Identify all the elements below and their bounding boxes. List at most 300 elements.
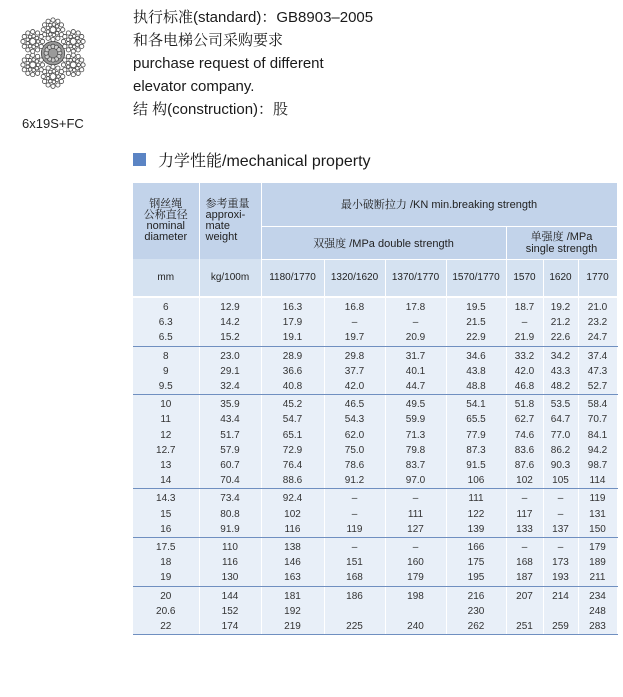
strand-wire	[81, 39, 85, 43]
table-cell: –	[543, 507, 578, 522]
strand-wire	[72, 68, 76, 72]
table-cell: 15	[133, 507, 199, 522]
strand-wire	[21, 39, 25, 43]
strand-wire	[41, 28, 45, 32]
table-cell: 97.0	[385, 473, 446, 489]
strand-wire	[22, 44, 26, 48]
table-row	[133, 443, 617, 458]
table-cell: 23.2	[578, 315, 617, 330]
table-cell: 17.8	[385, 297, 446, 315]
table-cell: 175	[446, 555, 506, 570]
strand-wire	[39, 44, 43, 48]
table-cell: 6.5	[133, 330, 199, 346]
table-cell: 138	[261, 538, 324, 556]
strand-wire	[28, 58, 32, 62]
strand-wire	[72, 45, 76, 49]
strand-wire	[46, 77, 50, 81]
table-cell: 173	[543, 555, 578, 570]
table-cell: 71.3	[385, 428, 446, 443]
table-row	[133, 412, 617, 427]
table-cell: 174	[199, 619, 261, 635]
strand-wire	[51, 37, 55, 41]
table-cell: 48.8	[446, 379, 506, 395]
table-cell: 207	[506, 586, 543, 604]
table-cell: 262	[446, 619, 506, 635]
table-row	[133, 395, 617, 413]
table-cell: 79.8	[385, 443, 446, 458]
core-fiber	[57, 48, 61, 52]
table-row	[133, 315, 617, 330]
table-cell	[324, 604, 385, 619]
table-cell: 91.5	[446, 458, 506, 473]
product-code: 6x19S+FC	[22, 116, 84, 131]
strand-wire	[71, 72, 75, 76]
table-cell: 31.7	[385, 346, 446, 364]
strand-wire	[39, 34, 43, 38]
table-cell: 13	[133, 458, 199, 473]
table-cell: 44.7	[385, 379, 446, 395]
strand-wire	[77, 63, 81, 67]
strand-wire	[80, 34, 84, 38]
strand-wire	[30, 39, 36, 45]
table-cell: 34.6	[446, 346, 506, 364]
strand-wire	[59, 70, 63, 74]
table-cell: 122	[446, 507, 506, 522]
strand-wire	[56, 36, 60, 40]
table-cell: 52.7	[578, 379, 617, 395]
table-cell: 6	[133, 297, 199, 315]
table-cell: 59.9	[385, 412, 446, 427]
strand-wire	[51, 65, 55, 69]
table-cell: 37.7	[324, 364, 385, 379]
table-cell: 146	[261, 555, 324, 570]
table-cell: 22.9	[446, 330, 506, 346]
table-cell: 42.0	[324, 379, 385, 395]
strand-wire	[66, 54, 70, 58]
table-cell: –	[543, 538, 578, 556]
strand-wire	[66, 71, 70, 75]
table-cell: 19.1	[261, 330, 324, 346]
strand-wire	[59, 23, 63, 27]
strand-wire	[77, 40, 81, 44]
table-cell: 15.2	[199, 330, 261, 346]
table-cell: 251	[506, 619, 543, 635]
table-cell: 83.6	[506, 443, 543, 458]
strand-wire	[55, 71, 59, 75]
strand-wire	[35, 54, 39, 58]
table-row	[133, 586, 617, 604]
table-cell: 14.2	[199, 315, 261, 330]
strand-wire	[40, 39, 44, 43]
table-cell: 187	[506, 570, 543, 586]
table-row	[133, 489, 617, 507]
strand-wire	[46, 66, 50, 70]
strand-wire	[80, 58, 84, 62]
strand-wire	[69, 35, 73, 39]
table-cell: 17.9	[261, 315, 324, 330]
strand-wire	[31, 72, 35, 76]
strand-wire	[31, 49, 35, 53]
strand-wire	[76, 54, 80, 58]
request-line-cn: 和各电梯公司采购要求	[133, 32, 284, 49]
strand-wire	[66, 65, 70, 69]
table-row	[133, 538, 617, 556]
table-cell: 98.7	[578, 458, 617, 473]
table-cell: 90.3	[543, 458, 578, 473]
table-cell: 21.0	[578, 297, 617, 315]
wire-rope-cross-section-icon	[14, 10, 92, 108]
table-cell: 54.7	[261, 412, 324, 427]
unit-cell: 1320/1620	[324, 259, 385, 297]
strand-wire	[76, 31, 80, 35]
table-cell: 74.6	[506, 428, 543, 443]
request-line-en-2: elevator company.	[133, 78, 255, 95]
table-row	[133, 379, 617, 395]
table-cell: 40.1	[385, 364, 446, 379]
strand-wire	[35, 31, 39, 35]
table-cell: 65.1	[261, 428, 324, 443]
strand-wire	[46, 30, 50, 34]
table-cell: 14	[133, 473, 199, 489]
table-cell: 64.7	[543, 412, 578, 427]
table-row	[133, 570, 617, 586]
table-cell: 11	[133, 412, 199, 427]
table-row	[133, 458, 617, 473]
table-cell: 84.1	[578, 428, 617, 443]
table-row	[133, 428, 617, 443]
table-cell: 21.5	[446, 315, 506, 330]
table-cell: 43.3	[543, 364, 578, 379]
strand-wire	[66, 48, 70, 52]
table-cell: 16	[133, 522, 199, 538]
table-cell: 18.7	[506, 297, 543, 315]
double-strength-header: 双强度 /MPa double strength	[261, 226, 506, 259]
strand-wire	[63, 34, 67, 38]
strand-wire	[31, 30, 35, 34]
strand-wire	[52, 80, 56, 84]
unit-cell: mm	[133, 259, 199, 297]
table-cell: 111	[446, 489, 506, 507]
table-row	[133, 619, 617, 635]
table-cell: 133	[506, 522, 543, 538]
table-cell: 34.2	[543, 346, 578, 364]
strand-wire	[35, 36, 39, 40]
table-cell: 110	[199, 538, 261, 556]
table-cell: 70.7	[578, 412, 617, 427]
strand-wire	[39, 68, 43, 72]
table-cell: 29.8	[324, 346, 385, 364]
unit-cell: kg/100m	[199, 259, 261, 297]
strand-wire	[55, 25, 59, 29]
table-row	[133, 507, 617, 522]
table-cell: 12	[133, 428, 199, 443]
table-row	[133, 555, 617, 570]
table-cell: 48.2	[543, 379, 578, 395]
table-cell: 8	[133, 346, 199, 364]
table-cell: 19.7	[324, 330, 385, 346]
table-cell: –	[506, 489, 543, 507]
table-cell: 75.0	[324, 443, 385, 458]
strand-wire	[50, 27, 56, 33]
table-cell: 16.8	[324, 297, 385, 315]
unit-cell: 1180/1770	[261, 259, 324, 297]
strand-wire	[32, 68, 36, 72]
unit-cell: 1570/1770	[446, 259, 506, 297]
table-cell: 127	[385, 522, 446, 538]
strand-wire	[61, 74, 65, 78]
table-cell: 151	[324, 555, 385, 570]
strand-wire	[22, 68, 26, 72]
table-cell: 10	[133, 395, 199, 413]
table-cell: 92.4	[261, 489, 324, 507]
strand-wire	[26, 42, 30, 46]
table-cell: 51.7	[199, 428, 261, 443]
table-cell: 168	[506, 555, 543, 570]
table-cell: 189	[578, 555, 617, 570]
table-cell: 12.7	[133, 443, 199, 458]
strand-wire	[51, 84, 55, 88]
strand-wire	[39, 58, 43, 62]
table-cell: 62.7	[506, 412, 543, 427]
table-cell: 53.5	[543, 395, 578, 413]
strand-wire	[66, 42, 70, 46]
request-line-en-1: purchase request of different	[133, 55, 324, 72]
strand-wire	[21, 63, 25, 67]
table-cell: 54.1	[446, 395, 506, 413]
table-cell	[543, 604, 578, 619]
table-cell: 219	[261, 619, 324, 635]
strand-wire	[76, 36, 80, 40]
table-cell: 163	[261, 570, 324, 586]
table-cell: 40.8	[261, 379, 324, 395]
table-cell: –	[385, 538, 446, 556]
table-cell: 32.4	[199, 379, 261, 395]
table-cell: 211	[578, 570, 617, 586]
table-cell: –	[385, 315, 446, 330]
breaking-strength-header: 最小破断拉力 /KN min.breaking strength	[261, 183, 617, 226]
table-cell: –	[385, 489, 446, 507]
table-cell: 62.0	[324, 428, 385, 443]
table-cell: 46.8	[506, 379, 543, 395]
table-cell: 83.7	[385, 458, 446, 473]
table-cell: 119	[324, 522, 385, 538]
table-cell: 47.3	[578, 364, 617, 379]
table-cell: 78.6	[324, 458, 385, 473]
table-cell: 214	[543, 586, 578, 604]
table-cell: 186	[324, 586, 385, 604]
table-cell: 234	[578, 586, 617, 604]
strand-wire	[57, 75, 61, 79]
table-cell: –	[324, 489, 385, 507]
table-cell: 230	[446, 604, 506, 619]
unit-cell: 1770	[578, 259, 617, 297]
table-cell: 193	[543, 570, 578, 586]
strand-wire	[35, 71, 39, 75]
table-cell: 119	[578, 489, 617, 507]
strand-wire	[36, 40, 40, 44]
table-cell: 86.2	[543, 443, 578, 458]
table-cell: 70.4	[199, 473, 261, 489]
strand-wire	[49, 70, 53, 74]
strand-wire	[26, 54, 30, 58]
strand-wire	[26, 71, 30, 75]
table-cell: 9	[133, 364, 199, 379]
strand-wire	[71, 30, 75, 34]
section-square-icon	[133, 153, 146, 166]
strand-wire	[42, 23, 46, 27]
strand-wire	[56, 83, 60, 87]
strand-wire	[76, 60, 80, 64]
table-row	[133, 297, 617, 315]
table-cell: 17.5	[133, 538, 199, 556]
table-cell: 21.2	[543, 315, 578, 330]
strand-wire	[42, 79, 46, 83]
table-cell: 20.9	[385, 330, 446, 346]
mechanical-property-table	[133, 183, 618, 635]
table-cell: 150	[578, 522, 617, 538]
table-cell: 216	[446, 586, 506, 604]
table-cell: 42.0	[506, 364, 543, 379]
strand-wire	[41, 74, 45, 78]
strand-wire	[70, 62, 76, 68]
strand-wire	[81, 63, 85, 67]
table-cell	[506, 604, 543, 619]
table-cell: 192	[261, 604, 324, 619]
table-row	[133, 604, 617, 619]
table-row	[133, 522, 617, 538]
table-cell: 160	[385, 555, 446, 570]
strand-wire	[56, 66, 60, 70]
table-cell: 80.8	[199, 507, 261, 522]
table-cell: 43.4	[199, 412, 261, 427]
table-cell: 91.9	[199, 522, 261, 538]
table-cell: 283	[578, 619, 617, 635]
table-cell: 36.6	[261, 364, 324, 379]
table-cell: 73.4	[199, 489, 261, 507]
strand-wire	[22, 34, 26, 38]
table-cell: –	[324, 507, 385, 522]
strand-wire	[76, 48, 80, 52]
table-cell: 51.8	[506, 395, 543, 413]
unit-cell: 1370/1770	[385, 259, 446, 297]
table-cell: 116	[199, 555, 261, 570]
table-cell: 60.7	[199, 458, 261, 473]
strand-wire	[51, 18, 55, 22]
section-title: 力学性能/mechanical property	[158, 153, 371, 170]
table-cell: 88.6	[261, 473, 324, 489]
strand-wire	[56, 19, 60, 23]
table-cell: 65.5	[446, 412, 506, 427]
table-cell: 29.1	[199, 364, 261, 379]
table-row	[133, 330, 617, 346]
table-row	[133, 473, 617, 489]
table-cell: 144	[199, 586, 261, 604]
strand-wire	[80, 44, 84, 48]
table-cell: 117	[506, 507, 543, 522]
table-cell: 198	[385, 586, 446, 604]
strand-wire	[66, 31, 70, 35]
table-cell: 19.2	[543, 297, 578, 315]
table-cell: 54.3	[324, 412, 385, 427]
table-cell: 76.4	[261, 458, 324, 473]
strand-wire	[26, 48, 30, 52]
table-cell: 6.3	[133, 315, 199, 330]
units-row	[133, 259, 617, 297]
table-cell: 137	[543, 522, 578, 538]
table-cell: 24.7	[578, 330, 617, 346]
table-cell: 57.9	[199, 443, 261, 458]
table-cell: 152	[199, 604, 261, 619]
strand-wire	[35, 48, 39, 52]
strand-wire	[71, 53, 75, 57]
table-cell: 87.3	[446, 443, 506, 458]
table-cell: 45.2	[261, 395, 324, 413]
table-cell: 105	[543, 473, 578, 489]
table-cell: 12.9	[199, 297, 261, 315]
strand-wire	[40, 63, 44, 67]
product-info	[133, 6, 373, 121]
table-cell: 131	[578, 507, 617, 522]
table-cell: 43.8	[446, 364, 506, 379]
table-row	[133, 346, 617, 364]
table-cell: 22.6	[543, 330, 578, 346]
strand-wire	[61, 39, 65, 43]
strand-wire	[49, 23, 53, 27]
table-cell: 111	[385, 507, 446, 522]
table-cell: 87.6	[506, 458, 543, 473]
table-cell: 21.9	[506, 330, 543, 346]
standard-line: 执行标准(standard)：GB8903–2005	[133, 9, 374, 26]
strand-wire	[46, 83, 50, 87]
table-cell: 72.9	[261, 443, 324, 458]
table-cell: 114	[578, 473, 617, 489]
table-cell: –	[543, 489, 578, 507]
table-cell: 58.4	[578, 395, 617, 413]
table-cell: 91.2	[324, 473, 385, 489]
strand-wire	[32, 45, 36, 49]
table-cell: 19.5	[446, 297, 506, 315]
table-cell: 102	[261, 507, 324, 522]
strand-wire	[26, 31, 30, 35]
table-cell: 46.5	[324, 395, 385, 413]
strand-wire	[63, 58, 67, 62]
strand-wire	[26, 65, 30, 69]
table-cell: 116	[261, 522, 324, 538]
table-cell: 106	[446, 473, 506, 489]
strand-wire	[63, 44, 67, 48]
strand-wire	[59, 79, 63, 83]
table-cell: 33.2	[506, 346, 543, 364]
table-cell: 23.0	[199, 346, 261, 364]
construction-line: 结 构(construction)：股	[133, 101, 289, 118]
strand-wire	[46, 36, 50, 40]
strand-wire	[35, 60, 39, 64]
strand-wire	[22, 58, 26, 62]
table-cell: 168	[324, 570, 385, 586]
unit-cell: 1620	[543, 259, 578, 297]
strand-wire	[36, 63, 40, 67]
table-cell: 9.5	[133, 379, 199, 395]
table-cell	[385, 604, 446, 619]
strand-wire	[80, 68, 84, 72]
strand-wire	[28, 35, 32, 39]
table-cell: 225	[324, 619, 385, 635]
unit-cell: 1570	[506, 259, 543, 297]
table-cell: 181	[261, 586, 324, 604]
table-cell: 77.9	[446, 428, 506, 443]
table-cell: 37.4	[578, 346, 617, 364]
table-cell: 240	[385, 619, 446, 635]
